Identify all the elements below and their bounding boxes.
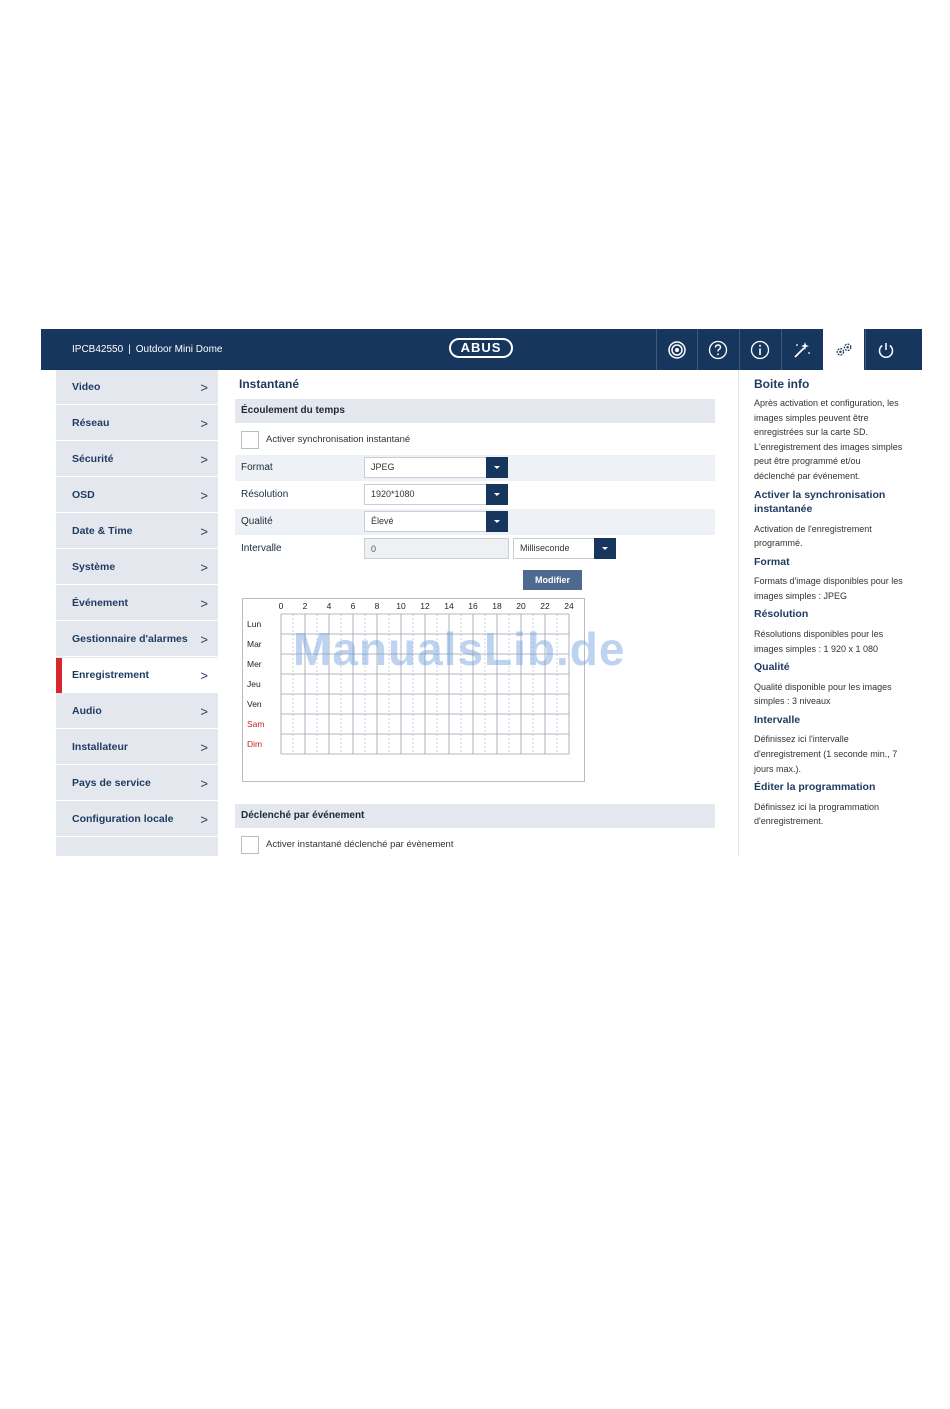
sidebar-item-systeme[interactable] (56, 550, 218, 585)
info-section-text: Définissez ici la programmation d'enregistrement. (754, 801, 880, 827)
timelapse-section-header (235, 399, 715, 423)
sidebar-item-label: Date & Time (72, 525, 133, 537)
power-icon (876, 340, 896, 360)
quality-label: Qualité (241, 516, 273, 527)
sidebar-item-label: Installateur (72, 741, 129, 753)
info-intro: Après activation et configuration, les images simples peuvent être enregistrées sur la carte SD. L'enregistrement des images simples peut être programmé et/ou déclenché par événement. (754, 398, 903, 481)
sidebar-item-configuration-locale[interactable] (56, 802, 218, 837)
event-section-header (235, 804, 715, 828)
info-section-heading: Qualité (754, 661, 790, 674)
sidebar-item-securite[interactable] (56, 442, 218, 477)
info-section-heading: Activer la synchronisation instantanée (754, 488, 886, 516)
hour-label: 16 (468, 601, 478, 611)
sidebar-item-label: Sécurité (72, 453, 114, 465)
sidebar-item-label: Enregistrement (72, 669, 150, 681)
format-label: Format (241, 462, 273, 473)
sidebar-item-label: Video (72, 381, 101, 393)
wizard-icon (792, 340, 812, 360)
resolution-row (235, 482, 715, 508)
event-section-title: Déclenché par événement (241, 810, 365, 821)
chevron-right-icon: > (200, 632, 208, 647)
hour-label: 24 (564, 601, 574, 611)
sidebar-item-audio[interactable] (56, 694, 218, 729)
sidebar-item-label: Pays de service (72, 777, 151, 789)
chevron-down-icon[interactable] (594, 538, 616, 559)
info-section-text: Définissez ici l'intervalle d'enregistrement (1 seconde min., 7 jours max.). (754, 734, 898, 774)
info-section-text: Activation de l'enregistrement programmé. (754, 523, 872, 549)
event-enable-label: Activer instantané déclenché par évènement (266, 839, 454, 850)
chevron-down-icon[interactable] (486, 484, 508, 505)
sidebar-item-label: Audio (72, 705, 102, 717)
live-view-button[interactable] (656, 329, 697, 370)
chevron-right-icon: > (200, 452, 208, 467)
settings-button[interactable] (823, 329, 864, 370)
info-section-text: Résolutions disponibles pour les images simples : 1 920 x 1 080 (754, 628, 884, 654)
settings-icon (834, 340, 854, 360)
chevron-right-icon: > (200, 668, 208, 683)
timelapse-enable-checkbox[interactable] (241, 431, 259, 449)
day-label: Jeu (247, 679, 261, 689)
device-name: Outdoor Mini Dome (135, 344, 223, 355)
timelapse-enable-label: Activer synchronisation instantané (266, 434, 411, 445)
chevron-right-icon: > (200, 704, 208, 719)
day-label: Lun (247, 619, 262, 629)
chevron-right-icon: > (200, 740, 208, 755)
app-window (41, 329, 922, 856)
device-info (72, 329, 222, 370)
sidebar-item-reseau[interactable] (56, 406, 218, 441)
device-separator: | (128, 344, 131, 355)
chevron-down-icon[interactable] (486, 457, 508, 478)
info-section-heading: Format (754, 555, 790, 568)
help-icon (708, 340, 728, 360)
power-button[interactable] (865, 329, 906, 370)
info-section-heading: Éditer la programmation (754, 781, 876, 794)
info-section-text: Formats d'image disponibles pour les images simples : JPEG (754, 576, 903, 601)
sidebar-item-label: Gestionnaire d'alarmes (72, 633, 188, 645)
hour-label: 4 (326, 601, 332, 611)
page-title: Instantané (239, 377, 300, 391)
sidebar-item-enregistrement[interactable] (56, 658, 218, 693)
day-label: Dim (247, 739, 263, 749)
resolution-select[interactable] (364, 484, 508, 505)
interval-input[interactable] (364, 538, 509, 559)
quality-row (235, 509, 715, 535)
watermark: ManualsLib.de (293, 623, 626, 675)
info-button[interactable] (739, 329, 780, 370)
info-section-text: Qualité disponible pour les images simples : 3 niveaux (754, 681, 892, 707)
resolution-label: Résolution (241, 489, 289, 500)
modify-button[interactable]: Modifier (523, 570, 582, 590)
sidebar-item-installateur[interactable] (56, 730, 218, 765)
chevron-right-icon: > (200, 776, 208, 791)
resolution-value: 1920*1080 (371, 489, 415, 499)
hour-label: 22 (540, 601, 550, 611)
interval-unit-select[interactable] (513, 538, 616, 559)
event-enable-checkbox[interactable] (241, 836, 259, 854)
hour-label: 20 (516, 601, 526, 611)
main-content (218, 370, 738, 856)
chevron-right-icon: > (200, 596, 208, 611)
quality-value: Élevé (371, 516, 394, 526)
top-bar (41, 329, 922, 370)
interval-unit-value: Milliseconde (520, 543, 570, 553)
sidebar-item-pays-de-service[interactable] (56, 766, 218, 801)
day-label: Mar (247, 639, 262, 649)
format-select[interactable] (364, 457, 508, 478)
sidebar-item-label: OSD (72, 489, 95, 501)
chevron-right-icon: > (200, 524, 208, 539)
hour-label: 6 (350, 601, 356, 611)
format-row (235, 455, 715, 481)
chevron-right-icon: > (200, 416, 208, 431)
hour-label: 8 (374, 601, 380, 611)
chevron-right-icon: > (200, 488, 208, 503)
hour-label: 18 (492, 601, 502, 611)
device-model: IPCB42550 (72, 344, 124, 355)
camera-live-icon (667, 340, 687, 360)
sidebar-item-gestionnaire-d-alarmes[interactable] (56, 622, 218, 657)
day-label: Ven (247, 699, 262, 709)
sidebar-item-label: Configuration locale (72, 813, 174, 825)
timelapse-section-title: Écoulement du temps (241, 405, 345, 416)
sidebar-item-label: Réseau (72, 417, 110, 429)
quality-select[interactable] (364, 511, 508, 532)
hour-label: 0 (278, 601, 284, 611)
info-icon (750, 340, 770, 360)
chevron-right-icon: > (200, 560, 208, 575)
day-label: Sam (247, 719, 265, 729)
hour-label: 14 (444, 601, 454, 611)
interval-row (235, 536, 715, 562)
hour-label: 12 (420, 601, 430, 611)
chevron-right-icon: > (200, 812, 208, 827)
sidebar-item-label: Système (72, 561, 116, 573)
hour-label: 2 (302, 601, 308, 611)
wizard-button[interactable] (781, 329, 822, 370)
sidebar-item-video[interactable] (56, 370, 218, 405)
day-label: Mer (247, 659, 262, 669)
info-section-heading: Intervalle (754, 713, 801, 726)
abus-logo: ABUS (449, 338, 513, 358)
interval-label: Intervalle (241, 543, 282, 554)
hour-label: 10 (396, 601, 406, 611)
info-title: Boite info (754, 377, 810, 391)
chevron-right-icon: > (200, 380, 208, 395)
sidebar (56, 370, 218, 856)
chevron-down-icon[interactable] (486, 511, 508, 532)
format-value: JPEG (371, 462, 395, 472)
info-panel (738, 370, 908, 856)
sidebar-item-label: Événement (72, 597, 129, 609)
info-section-heading: Résolution (754, 608, 809, 621)
sidebar-item-osd[interactable] (56, 478, 218, 513)
info-body (754, 396, 904, 833)
sidebar-item-evenement[interactable] (56, 586, 218, 621)
help-button[interactable] (697, 329, 738, 370)
sidebar-item-date-time[interactable] (56, 514, 218, 549)
